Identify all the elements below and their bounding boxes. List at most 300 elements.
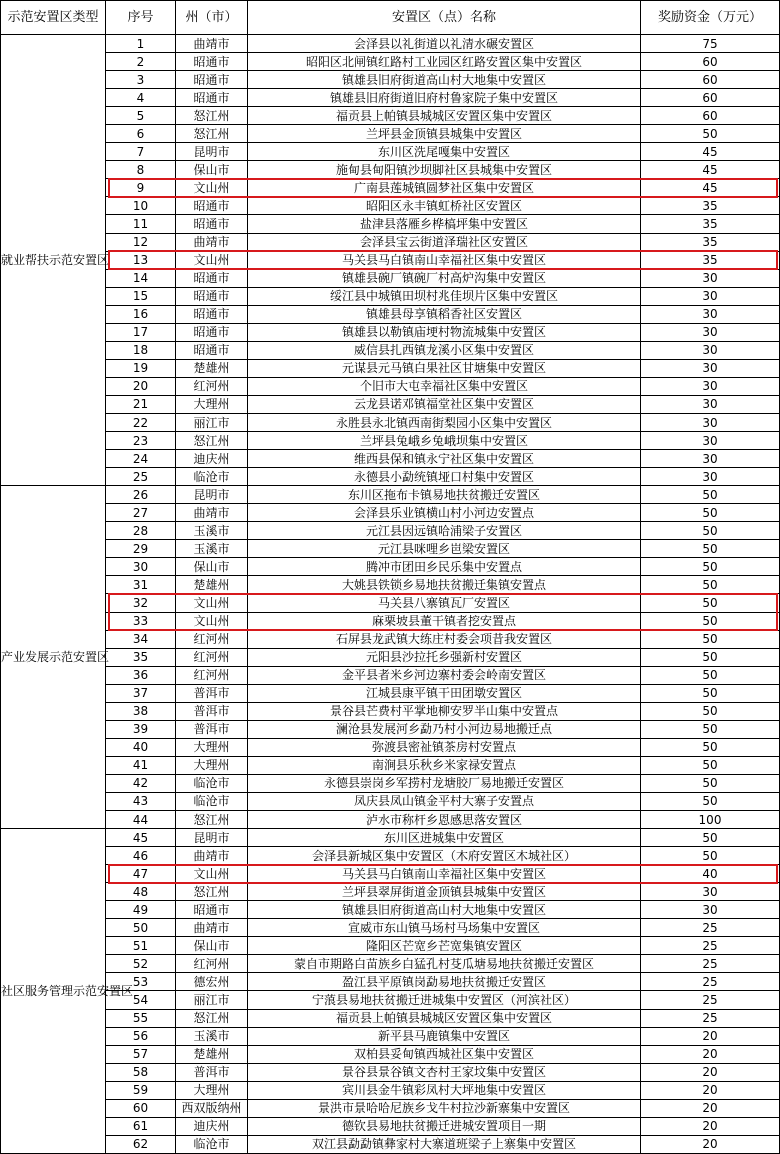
- row-award: 50: [641, 774, 780, 792]
- table-row: [1, 1081, 780, 1099]
- table-row: [1, 450, 780, 468]
- row-index: 21: [106, 395, 176, 413]
- row-index: 20: [106, 377, 176, 395]
- row-site-name: 金平县者米乡河边寨村委会岭南安置区: [248, 666, 641, 684]
- row-award: 50: [641, 829, 780, 847]
- row-site-name: 元江县咪哩乡岜梁安置区: [248, 540, 641, 558]
- table-row: [1, 305, 780, 323]
- row-site-name: 新平县马鹿镇集中安置区: [248, 1027, 641, 1045]
- table-row: [1, 1027, 780, 1045]
- row-index: 36: [106, 666, 176, 684]
- row-site-name: 石屏县龙武镇大练庄村委会项昔我安置区: [248, 630, 641, 648]
- table-row: [1, 413, 780, 431]
- table-row: [1, 720, 780, 738]
- row-award: 30: [641, 269, 780, 287]
- row-prefecture: 普洱市: [176, 684, 248, 702]
- row-site-name: 景洪市景哈哈尼族乡戈牛村拉沙新寨集中安置区: [248, 1099, 641, 1117]
- row-index: 9: [106, 179, 176, 197]
- row-index: 15: [106, 287, 176, 305]
- table-row: [1, 792, 780, 810]
- row-award: 100: [641, 811, 780, 829]
- row-award: 50: [641, 522, 780, 540]
- row-prefecture: 怒江州: [176, 811, 248, 829]
- row-index: 32: [106, 594, 176, 612]
- row-site-name: 弥渡县密祉镇茶房村安置点: [248, 738, 641, 756]
- row-award: 30: [641, 395, 780, 413]
- row-prefecture: 丽江市: [176, 991, 248, 1009]
- row-award: 75: [641, 35, 780, 53]
- row-site-name: 元阳县沙拉托乡强新村安置区: [248, 648, 641, 666]
- row-prefecture: 曲靖市: [176, 919, 248, 937]
- row-index: 61: [106, 1117, 176, 1135]
- row-index: 59: [106, 1081, 176, 1099]
- row-prefecture: 昭通市: [176, 89, 248, 107]
- row-index: 16: [106, 305, 176, 323]
- row-prefecture: 怒江州: [176, 883, 248, 901]
- row-award: 50: [641, 684, 780, 702]
- row-prefecture: 大理州: [176, 738, 248, 756]
- row-index: 33: [106, 612, 176, 630]
- row-award: 35: [641, 197, 780, 215]
- row-prefecture: 普洱市: [176, 702, 248, 720]
- table-row: [1, 612, 780, 630]
- row-award: 45: [641, 143, 780, 161]
- row-index: 12: [106, 233, 176, 251]
- table-row: [1, 937, 780, 955]
- row-award: 50: [641, 612, 780, 630]
- row-index: 17: [106, 323, 176, 341]
- row-award: 40: [641, 865, 780, 883]
- table-row: [1, 161, 780, 179]
- row-award: 50: [641, 504, 780, 522]
- row-site-name: 会泽县以礼街道以礼清水碾安置区: [248, 35, 641, 53]
- row-prefecture: 红河州: [176, 630, 248, 648]
- row-award: 30: [641, 432, 780, 450]
- row-site-name: 景谷县芒费村平掌地柳安罗半山集中安置点: [248, 702, 641, 720]
- table-row: [1, 811, 780, 829]
- row-index: 11: [106, 215, 176, 233]
- table-row: [1, 1045, 780, 1063]
- row-site-name: 兰坪县翠屏街道金顶镇县城集中安置区: [248, 883, 641, 901]
- table-row: [1, 125, 780, 143]
- row-site-name: 维西县保和镇永宁社区集中安置区: [248, 450, 641, 468]
- row-site-name: 马关县八寨镇瓦厂安置区: [248, 594, 641, 612]
- header-site-name: 安置区（点）名称: [248, 1, 641, 35]
- row-prefecture: 大理州: [176, 756, 248, 774]
- row-index: 13: [106, 251, 176, 269]
- row-site-name: 个旧市大屯幸福社区集中安置区: [248, 377, 641, 395]
- table-row: [1, 179, 780, 197]
- row-prefecture: 临沧市: [176, 468, 248, 486]
- row-index: 40: [106, 738, 176, 756]
- row-prefecture: 昆明市: [176, 486, 248, 504]
- table-row: [1, 558, 780, 576]
- row-site-name: 永德县崇岗乡军捞村龙塘胶厂易地搬迁安置区: [248, 774, 641, 792]
- row-index: 62: [106, 1135, 176, 1153]
- row-award: 60: [641, 53, 780, 71]
- row-site-name: 盐津县落雁乡桦槁坪集中安置区: [248, 215, 641, 233]
- row-site-name: 兰坪县兔峨乡兔峨坝集中安置区: [248, 432, 641, 450]
- table-row: [1, 576, 780, 594]
- row-prefecture: 楚雄州: [176, 576, 248, 594]
- table-row: [1, 738, 780, 756]
- row-prefecture: 红河州: [176, 666, 248, 684]
- table-row: [1, 522, 780, 540]
- row-award: 30: [641, 287, 780, 305]
- row-index: 60: [106, 1099, 176, 1117]
- row-site-name: 东川区拖布卡镇易地扶贫搬迁安置区: [248, 486, 641, 504]
- row-award: 35: [641, 251, 780, 269]
- row-index: 25: [106, 468, 176, 486]
- header-prefecture: 州（市）: [176, 1, 248, 35]
- row-site-name: 福贡县上帕镇县城城区安置区集中安置区: [248, 1009, 641, 1027]
- row-index: 23: [106, 432, 176, 450]
- row-site-name: 盈江县平原镇岗勐易地扶贫搬迁安置区: [248, 973, 641, 991]
- row-prefecture: 保山市: [176, 161, 248, 179]
- row-award: 25: [641, 973, 780, 991]
- row-site-name: 镇雄县母享镇稻香社区安置区: [248, 305, 641, 323]
- row-prefecture: 临沧市: [176, 774, 248, 792]
- row-award: 50: [641, 847, 780, 865]
- table-row: [1, 71, 780, 89]
- row-site-name: 会泽县新城区集中安置区（木府安置区木城社区）: [248, 847, 641, 865]
- row-award: 20: [641, 1081, 780, 1099]
- row-prefecture: 怒江州: [176, 432, 248, 450]
- row-site-name: 凤庆县凤山镇金平村大寨子安置点: [248, 792, 641, 810]
- row-site-name: 绥江县中城镇田坝村兆佳坝片区集中安置区: [248, 287, 641, 305]
- row-award: 50: [641, 720, 780, 738]
- row-site-name: 泸水市称杆乡恩感思落安置区: [248, 811, 641, 829]
- row-site-name: 永胜县永北镇西南街梨园小区集中安置区: [248, 413, 641, 431]
- row-award: 30: [641, 450, 780, 468]
- row-site-name: 马关县马白镇南山幸福社区集中安置区: [248, 251, 641, 269]
- row-index: 47: [106, 865, 176, 883]
- row-index: 29: [106, 540, 176, 558]
- table-row: [1, 847, 780, 865]
- row-site-name: 大姚县铁锁乡易地扶贫搬迁集镇安置点: [248, 576, 641, 594]
- row-site-name: 隆阳区芒宽乡芒宽集镇安置区: [248, 937, 641, 955]
- row-site-name: 南涧县乐秋乡米家禄安置点: [248, 756, 641, 774]
- table-row: [1, 143, 780, 161]
- row-prefecture: 普洱市: [176, 720, 248, 738]
- row-index: 28: [106, 522, 176, 540]
- row-prefecture: 怒江州: [176, 1009, 248, 1027]
- row-index: 3: [106, 71, 176, 89]
- table-row: [1, 107, 780, 125]
- row-award: 30: [641, 341, 780, 359]
- row-award: 25: [641, 937, 780, 955]
- row-prefecture: 昭通市: [176, 341, 248, 359]
- table-row: [1, 666, 780, 684]
- row-prefecture: 文山州: [176, 612, 248, 630]
- row-site-name: 威信县扎西镇龙溪小区集中安置区: [248, 341, 641, 359]
- row-prefecture: 大理州: [176, 395, 248, 413]
- row-site-name: 镇雄县旧府街道旧府村鲁家院子集中安置区: [248, 89, 641, 107]
- table-row: [1, 197, 780, 215]
- row-award: 50: [641, 738, 780, 756]
- row-site-name: 会泽县乐业镇横山村小河边安置点: [248, 504, 641, 522]
- table-row: [1, 684, 780, 702]
- header-category: 示范安置区类型: [1, 1, 106, 35]
- row-award: 50: [641, 630, 780, 648]
- row-index: 42: [106, 774, 176, 792]
- row-award: 30: [641, 883, 780, 901]
- row-award: 50: [641, 540, 780, 558]
- row-index: 49: [106, 901, 176, 919]
- row-award: 30: [641, 359, 780, 377]
- row-prefecture: 昭通市: [176, 197, 248, 215]
- row-award: 20: [641, 1045, 780, 1063]
- row-prefecture: 怒江州: [176, 107, 248, 125]
- table-row: [1, 395, 780, 413]
- row-index: 5: [106, 107, 176, 125]
- row-site-name: 永德县小勐统镇垭口村集中安置区: [248, 468, 641, 486]
- row-site-name: 会泽县宝云街道泽瑞社区安置区: [248, 233, 641, 251]
- row-prefecture: 昆明市: [176, 829, 248, 847]
- row-site-name: 施甸县甸阳镇沙坝脚社区县城集中安置区: [248, 161, 641, 179]
- row-index: 27: [106, 504, 176, 522]
- table-row: [1, 1117, 780, 1135]
- row-index: 54: [106, 991, 176, 1009]
- row-index: 24: [106, 450, 176, 468]
- row-award: 45: [641, 161, 780, 179]
- row-prefecture: 迪庆州: [176, 1117, 248, 1135]
- table-row: [1, 251, 780, 269]
- row-index: 58: [106, 1063, 176, 1081]
- table-row: [1, 215, 780, 233]
- table-row: [1, 883, 780, 901]
- row-prefecture: 临沧市: [176, 1135, 248, 1153]
- row-award: 20: [641, 1099, 780, 1117]
- row-award: 35: [641, 233, 780, 251]
- row-prefecture: 德宏州: [176, 973, 248, 991]
- row-index: 31: [106, 576, 176, 594]
- row-index: 45: [106, 829, 176, 847]
- row-index: 56: [106, 1027, 176, 1045]
- row-site-name: 镇雄县旧府街道高山村大地集中安置区: [248, 901, 641, 919]
- row-prefecture: 楚雄州: [176, 1045, 248, 1063]
- row-index: 39: [106, 720, 176, 738]
- row-index: 51: [106, 937, 176, 955]
- row-index: 46: [106, 847, 176, 865]
- row-site-name: 广南县莲城镇圆梦社区集中安置区: [248, 179, 641, 197]
- row-index: 10: [106, 197, 176, 215]
- row-index: 18: [106, 341, 176, 359]
- row-prefecture: 大理州: [176, 1081, 248, 1099]
- row-prefecture: 红河州: [176, 648, 248, 666]
- row-prefecture: 昭通市: [176, 287, 248, 305]
- row-award: 25: [641, 1009, 780, 1027]
- table-row: [1, 865, 780, 883]
- row-site-name: 宾川县金牛镇彩凤村大坪地集中安置区: [248, 1081, 641, 1099]
- row-site-name: 澜沧县发展河乡勐乃村小河边易地搬迁点: [248, 720, 641, 738]
- row-index: 43: [106, 792, 176, 810]
- header-award: 奖励资金（万元）: [641, 1, 780, 35]
- row-index: 41: [106, 756, 176, 774]
- row-index: 50: [106, 919, 176, 937]
- row-award: 50: [641, 648, 780, 666]
- row-index: 19: [106, 359, 176, 377]
- row-award: 30: [641, 413, 780, 431]
- row-site-name: 云龙县诺邓镇福堂社区集中安置区: [248, 395, 641, 413]
- table-row: [1, 35, 780, 53]
- row-award: 50: [641, 125, 780, 143]
- row-prefecture: 玉溪市: [176, 522, 248, 540]
- table-row: [1, 341, 780, 359]
- row-prefecture: 红河州: [176, 955, 248, 973]
- table-row: [1, 432, 780, 450]
- row-site-name: 马关县马白镇南山幸福社区集中安置区: [248, 865, 641, 883]
- category-cell: 产业发展示范安置区: [1, 486, 106, 829]
- table-row: [1, 901, 780, 919]
- table-row: [1, 919, 780, 937]
- row-award: 50: [641, 558, 780, 576]
- row-prefecture: 保山市: [176, 937, 248, 955]
- row-index: 34: [106, 630, 176, 648]
- row-prefecture: 文山州: [176, 865, 248, 883]
- row-award: 25: [641, 955, 780, 973]
- row-site-name: 镇雄县以勒镇庙埂村物流城集中安置区: [248, 323, 641, 341]
- row-site-name: 德钦县易地扶贫搬迁进城安置项目一期: [248, 1117, 641, 1135]
- row-prefecture: 怒江州: [176, 125, 248, 143]
- header-index: 序号: [106, 1, 176, 35]
- row-award: 20: [641, 1063, 780, 1081]
- row-site-name: 元谋县元马镇白果社区甘塘集中安置区: [248, 359, 641, 377]
- row-site-name: 宣威市东山镇马场村马场集中安置区: [248, 919, 641, 937]
- row-award: 60: [641, 107, 780, 125]
- row-award: 25: [641, 991, 780, 1009]
- table-row: [1, 504, 780, 522]
- row-prefecture: 昭通市: [176, 215, 248, 233]
- row-prefecture: 临沧市: [176, 792, 248, 810]
- row-index: 26: [106, 486, 176, 504]
- row-site-name: 昭阳区北闸镇红路村工业园区红路安置区集中安置区: [248, 53, 641, 71]
- row-award: 50: [641, 576, 780, 594]
- row-site-name: 镇雄县碗厂镇碗厂村高炉沟集中安置区: [248, 269, 641, 287]
- row-award: 20: [641, 1117, 780, 1135]
- row-site-name: 福贡县上帕镇县城城区安置区集中安置区: [248, 107, 641, 125]
- table-row: [1, 1063, 780, 1081]
- table-row: [1, 774, 780, 792]
- row-index: 52: [106, 955, 176, 973]
- row-site-name: 镇雄县旧府街道高山村大地集中安置区: [248, 71, 641, 89]
- row-index: 1: [106, 35, 176, 53]
- category-cell: 就业帮扶示范安置区: [1, 35, 106, 486]
- table-row: [1, 630, 780, 648]
- table-row: [1, 287, 780, 305]
- row-index: 30: [106, 558, 176, 576]
- row-prefecture: 昭通市: [176, 305, 248, 323]
- table-row: [1, 89, 780, 107]
- row-prefecture: 曲靖市: [176, 35, 248, 53]
- row-prefecture: 文山州: [176, 251, 248, 269]
- row-site-name: 兰坪县金顶镇县城集中安置区: [248, 125, 641, 143]
- row-site-name: 宁蒗县易地扶贫搬迁进城集中安置区（河滨社区）: [248, 991, 641, 1009]
- row-index: 44: [106, 811, 176, 829]
- row-prefecture: 玉溪市: [176, 1027, 248, 1045]
- row-award: 30: [641, 323, 780, 341]
- row-site-name: 腾冲市团田乡民乐集中安置点: [248, 558, 641, 576]
- row-award: 50: [641, 486, 780, 504]
- row-index: 37: [106, 684, 176, 702]
- row-award: 50: [641, 756, 780, 774]
- table-row: [1, 955, 780, 973]
- row-index: 2: [106, 53, 176, 71]
- row-award: 50: [641, 702, 780, 720]
- row-prefecture: 丽江市: [176, 413, 248, 431]
- row-prefecture: 玉溪市: [176, 540, 248, 558]
- row-prefecture: 楚雄州: [176, 359, 248, 377]
- table-row: [1, 648, 780, 666]
- row-prefecture: 保山市: [176, 558, 248, 576]
- row-prefecture: 昭通市: [176, 53, 248, 71]
- table-body: [1, 35, 780, 1154]
- row-index: 38: [106, 702, 176, 720]
- row-index: 4: [106, 89, 176, 107]
- row-prefecture: 曲靖市: [176, 233, 248, 251]
- row-site-name: 江城县康平镇干田团墩安置区: [248, 684, 641, 702]
- row-award: 50: [641, 666, 780, 684]
- row-prefecture: 昭通市: [176, 269, 248, 287]
- row-award: 50: [641, 594, 780, 612]
- category-cell: 社区服务管理示范安置区: [1, 829, 106, 1154]
- table-row: [1, 1135, 780, 1153]
- row-index: 22: [106, 413, 176, 431]
- row-prefecture: 曲靖市: [176, 847, 248, 865]
- row-index: 8: [106, 161, 176, 179]
- header-row: [1, 1, 780, 35]
- row-index: 7: [106, 143, 176, 161]
- row-award: 30: [641, 901, 780, 919]
- table-row: [1, 829, 780, 847]
- row-award: 30: [641, 377, 780, 395]
- row-site-name: 景谷县景谷镇文杏村王家坟集中安置区: [248, 1063, 641, 1081]
- row-index: 53: [106, 973, 176, 991]
- row-site-name: 东川区洗尾嘎集中安置区: [248, 143, 641, 161]
- row-prefecture: 文山州: [176, 179, 248, 197]
- row-site-name: 蒙自市期路白苗族乡白猛孔村芟瓜塘易地扶贫搬迁安置区: [248, 955, 641, 973]
- table-row: [1, 594, 780, 612]
- row-index: 6: [106, 125, 176, 143]
- row-award: 45: [641, 179, 780, 197]
- row-prefecture: 昭通市: [176, 323, 248, 341]
- row-award: 20: [641, 1027, 780, 1045]
- row-site-name: 元江县因远镇哈浦梁子安置区: [248, 522, 641, 540]
- table-row: [1, 233, 780, 251]
- row-site-name: 双江县勐勐镇彝家村大寨道班梁子上寨集中安置区: [248, 1135, 641, 1153]
- row-prefecture: 昭通市: [176, 901, 248, 919]
- table-row: [1, 486, 780, 504]
- row-index: 35: [106, 648, 176, 666]
- row-award: 60: [641, 89, 780, 107]
- table-row: [1, 756, 780, 774]
- row-award: 50: [641, 792, 780, 810]
- row-site-name: 麻栗坡县董干镇者挖安置点: [248, 612, 641, 630]
- table-row: [1, 269, 780, 287]
- row-award: 30: [641, 305, 780, 323]
- row-award: 35: [641, 215, 780, 233]
- row-prefecture: 迪庆州: [176, 450, 248, 468]
- row-prefecture: 昆明市: [176, 143, 248, 161]
- row-prefecture: 昭通市: [176, 71, 248, 89]
- table-row: [1, 323, 780, 341]
- row-award: 60: [641, 71, 780, 89]
- table-row: [1, 1099, 780, 1117]
- row-prefecture: 文山州: [176, 594, 248, 612]
- table-row: [1, 540, 780, 558]
- row-site-name: 昭阳区永丰镇虹桥社区安置区: [248, 197, 641, 215]
- table-row: [1, 1009, 780, 1027]
